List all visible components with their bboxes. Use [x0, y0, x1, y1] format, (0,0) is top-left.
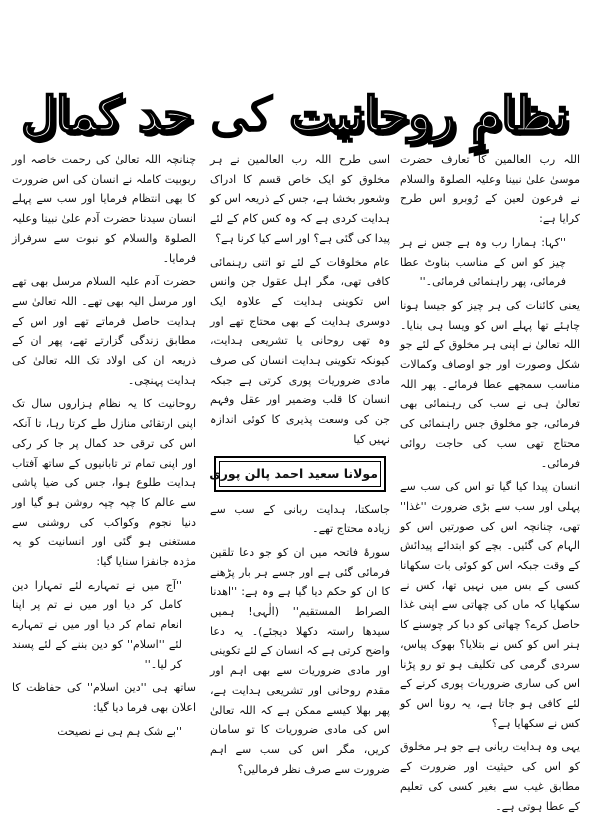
column-middle [210, 150, 390, 790]
title-part-2: کی [209, 87, 273, 143]
paragraph: چنانچہ اللہ تعالیٰ کی رحمت خاصہ اور ربوبیت کاملہ نے انسان کی اس ضرورت کا بھی انتظام فرمایا اور سب سے پہلے انسان سیدنا حضرت آدم علیٰ نبینا وعلیہ الصلوۃ والسلام کو نبوت سے سرفراز فرمایا۔ [12, 153, 196, 265]
title-part-1: نظامِ روحانیت [289, 87, 569, 143]
column-right [400, 150, 580, 813]
quote-paragraph: ''آج میں نے تمہارے لئے تمہارا دین کامل کر دیا اور میں نے تم پر اپنا انعام تمام کر دیا اور میں نے تمہارے لئے ''اسلام'' کو دین بننے کے لئے پسند کر لیا۔'' [12, 578, 182, 671]
paragraph: سورۂ فاتحہ میں ان کو جو دعا تلقین فرمائی گئی ہے اور جسے ہر بار پڑھنے کا ان کو حکم دیا گیا ہے وہ ہے: ''اھدنا الصراط المستقیم'' (الٰہی! ہمیں سیدھا راستہ دکھلا دیجئے)۔ یہ دعا واضح کرتی ہے کہ انسان کے لئے تکوینی اور مادی ضروریات سے بھی اہم اور مقدم روحانی اور تشریعی ہدایت ہے، پھر بھلا کیسے ممکن ہے کہ اللہ تعالیٰ اس کی مادی ضروریات کا تو سامان کریں، مگر اس کی سب سے اہم ضرورت سے صرف نظر فرمالیں؟ [210, 545, 390, 776]
quote-paragraph: ''بے شک ہم ہی نے نصیحت [57, 724, 182, 738]
paragraph: اسی طرح اللہ رب العالمین نے ہر مخلوق کو ایک خاص قسم کا ادراک وشعور بخشا ہے، جس کے ذریعہ اس کو ہدایت کردی ہے کہ وہ کس کام کے لئے پیدا کی گئی ہے؟ اور اسے کیا کرنا ہے؟ [209, 153, 390, 245]
paragraph: انسان پیدا کیا گیا تو اس کی سب سے پہلی اور سب سے بڑی ضرورت ''غذا'' تھی، چنانچہ اس کی صورتیں اس کو الہام کی گئیں۔ بچے کو ابتدائے پیدائش کے وقت جبکہ اس کو کوئی بات سکھانا کسی کے بس میں نہیں تھا، کس نے سکھایا کہ ماں کی چھاتی سے اپنی غذا حاصل کرے؟ چھاتی کو دبا کر چوسنے کا ہنر اس کو کس نے بتلایا؟ بھوک پیاس، سردی گرمی کی تکلیف ہو تو رو پڑنا اس کی ساری ضروریات پوری کرنے کے لئے کافی ہو جاتا ہے، یہ رونا اس کو کس نے سکھایا ہے؟ [400, 480, 580, 730]
paragraph: یہی وہ ہدایت ربانی ہے جو ہر مخلوق کو اس کی حیثیت اور ضرورت کے مطابق غیب سے بغیر کسی کی تعلیم کے عطا ہوتی ہے۔ [400, 740, 580, 813]
paragraph: جاسکتا، ہدایت ربانی کے سب سے زیادہ محتاج تھے۔ [210, 502, 390, 536]
paragraph: یعنی کائنات کی ہر چیز کو جیسا ہونا چاہئے تھا پہلے اس کو ویسا ہی بنایا۔ اللہ تعالیٰ نے اپنی ہر مخلوق کے لئے جو شکل وصورت اور جو اوصاف وکمالات مناسب سمجھے عطا فرمائے۔ پھر اللہ تعالیٰ ہی نے سب کی رہنمائی بھی فرمائی، جو مخلوق جس راہنمائی کی محتاج تھی سب کی حاجت روائی فرمائی۔ [400, 298, 580, 470]
article-title [0, 84, 590, 146]
paragraph: روحانیت کا یہ نظام ہزاروں سال تک اپنی ارتقائی منازل طے کرتا رہا، تا آنکہ اس کی ترقی حد کمال پر جا کر رکی اور اپنی تمام تر تابانیوں کے ساتھ آفتاب ہدایت طلوع ہوا، جس کی ضیا پاشی سے عالم کا چپہ چپہ روشن ہو گیا اور دنیا نجوم وکواکب کی روشنی سے مستغنی ہو گئی اور انسانیت کو یہ مژدہ جانفزا سنایا گیا: [12, 397, 196, 569]
paragraph: اللہ رب العالمین کا تعارف حضرت موسیٰ علیٰ نبینا وعلیہ الصلوۃ والسلام نے فرعون لعین کے رُوبرو اس طرح کرایا ہے: [400, 153, 580, 226]
author-byline: مولانا سعید احمد پالن پوری [219, 461, 381, 487]
paragraph: حضرت آدم علیہ السلام مرسل بھی تھے اور مرسل الیہ بھی تھے۔ اللہ تعالیٰ سے ہدایت حاصل فرماتے تھے اور اس کے مطابق زندگی گزارتے تھے، پھر ان کے ذریعہ ان کی اولاد تک اللہ تعالیٰ کی ہدایت پہنچی۔ [12, 275, 196, 387]
author-byline-box [209, 456, 386, 492]
paragraph: ساتھ ہی ''دین اسلام'' کی حفاظت کا اعلان بھی فرما دیا گیا: [12, 681, 196, 714]
paragraph: عام مخلوقات کے لئے تو اتنی رہنمائی کافی تھی، مگر اہل عقول جن وانس اس تکوینی ہدایت کے علاوہ ایک دوسری ہدایت کے بھی محتاج تھے اور وہ تھی روحانی یا تشریعی ہدایت، کیونکہ تکوینی ہدایت انسان کی صرف مادی ضروریات پوری کرتی ہے جبکہ انسان کا قلب وضمیر اور عقل وفہم جن کی وسعت پذیری کا کوئی اندازہ نہیں کیا [210, 255, 390, 446]
title-part-3: حد کمال [21, 87, 193, 143]
column-left [12, 150, 196, 790]
quote-paragraph: ''کہا: ہمارا رب وہ ہے جس نے ہر چیز کو اس کے مناسب بناوٹ عطا فرمائی، پھر راہنمائی فرمائی۔'' [400, 235, 566, 289]
